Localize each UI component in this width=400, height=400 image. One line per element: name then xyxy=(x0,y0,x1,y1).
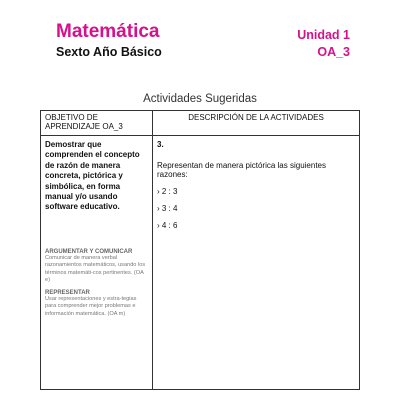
objective-text: Demostrar que comprenden el concepto de razón de manera concreta, pictórica y simbólica, en forma manual y/o usando software educativo. xyxy=(45,140,140,212)
skill-argumentar-desc: Comunicar de manera verbal razonamientos matemáticos, usando los términos matemáti-cos pertinentes. (OA e) xyxy=(45,254,146,284)
activity-number: 3. xyxy=(157,140,164,149)
activity-cell xyxy=(153,136,360,390)
table-row xyxy=(41,136,360,390)
description-column-header: DESCRIPCIÓN DE LA ACTIVIDADES xyxy=(153,111,360,136)
ratio-item: › 4 : 6 xyxy=(157,221,178,230)
subject-title: Matemática xyxy=(56,21,160,42)
table-header-row xyxy=(41,111,360,136)
grade-label: Sexto Año Básico xyxy=(56,45,162,59)
objective-cell xyxy=(41,136,153,390)
objective-column-header: OBJETIVO DE APRENDIZAJE OA_3 xyxy=(41,111,153,136)
skill-representar-title: REPRESENTAR xyxy=(45,289,90,296)
section-title: Actividades Sugeridas xyxy=(143,93,257,105)
unit-label: Unidad 1 xyxy=(297,28,350,42)
activity-description: Representan de manera pictórica las siguientes razones: xyxy=(157,161,326,179)
oa-label: OA_3 xyxy=(317,45,350,59)
activities-table xyxy=(40,110,360,390)
ratio-item: › 2 : 3 xyxy=(157,187,178,196)
ratio-item: › 3 : 4 xyxy=(157,204,178,213)
skill-representar-desc: Usar representaciones y estra-tegias para comprender mejor problemas e información matemática. (OA m) xyxy=(45,295,137,318)
skill-argumentar-title: ARGUMENTAR Y COMUNICAR xyxy=(45,248,133,255)
